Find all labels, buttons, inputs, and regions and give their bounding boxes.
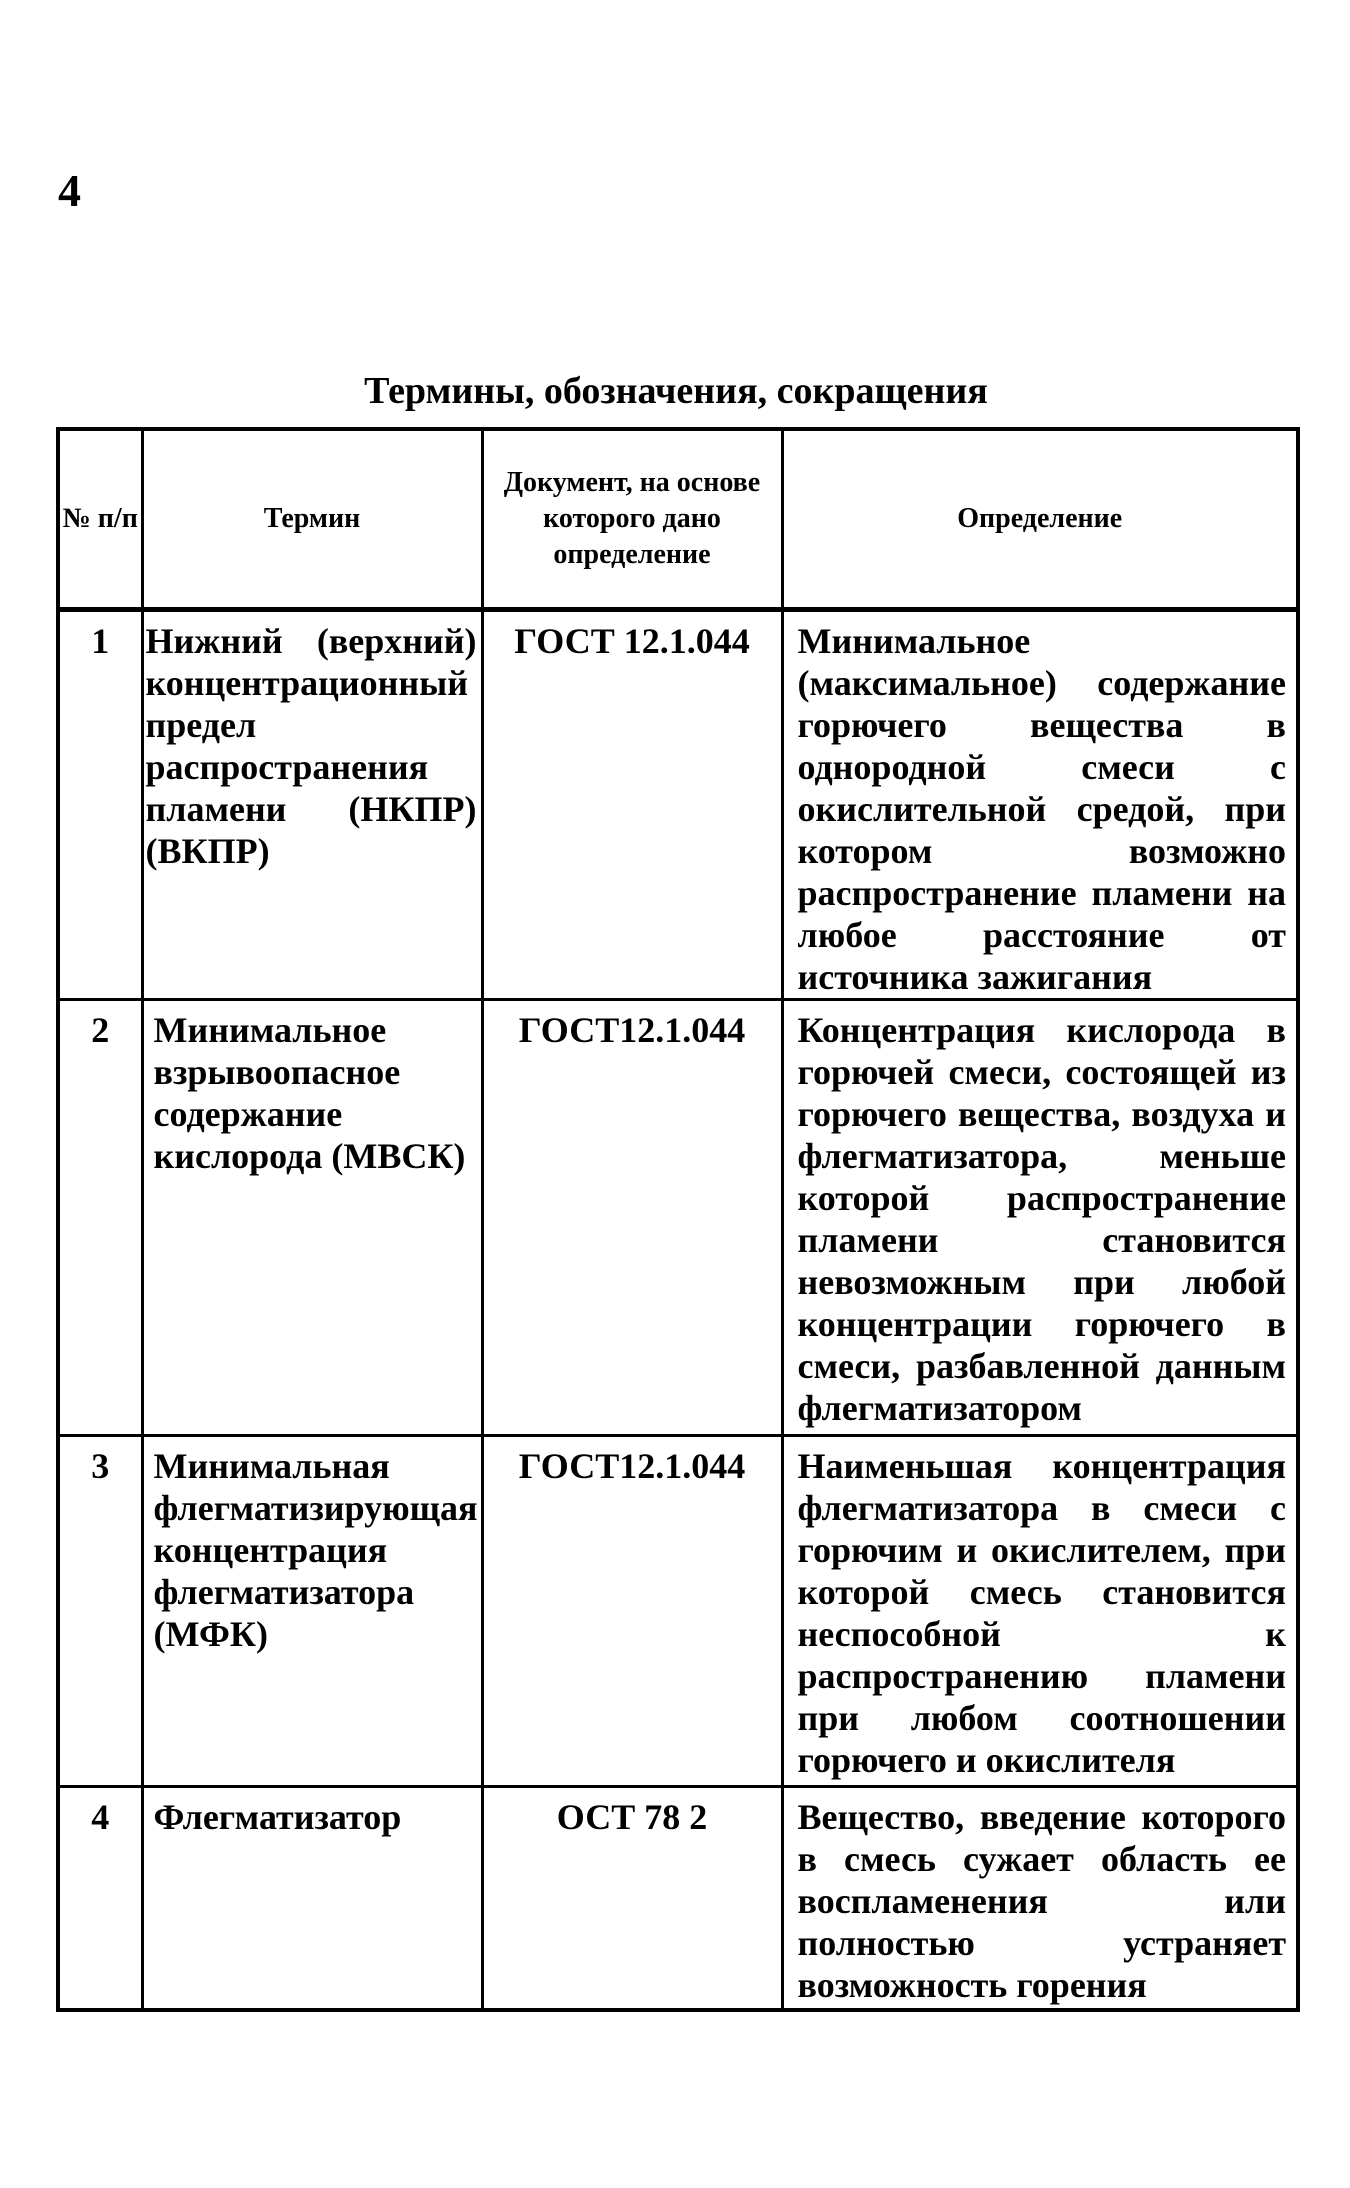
row-document: ГОСТ12.1.044	[482, 1000, 782, 1436]
table-row	[58, 1000, 1298, 1436]
terms-table	[56, 427, 1300, 2012]
row-document: ОСТ 78 2	[482, 1787, 782, 2011]
row-definition: Концентрация кислорода в горючей смеси, состоящей из горючего вещества, воздуха и флегматизатора, меньше которой распространение пламени становится невозможным при любой концентрации горючего в смеси, разбавленной данным флегматизатором	[782, 1000, 1298, 1436]
row-term: Минимальное взрывоопасное содержание кислорода (МВСК)	[142, 1000, 482, 1436]
row-definition: Наименьшая концентрация флегматизатора в смеси с горючим и окислителем, при которой смесь становится неспособной к распространению пламени при любом соотношении горючего и окислителя	[782, 1436, 1298, 1787]
table-title: Термины, обозначения, сокращения	[364, 370, 988, 412]
row-number: 1	[58, 610, 142, 1000]
row-document: ГОСТ 12.1.044	[482, 610, 782, 1000]
row-term: Флегматизатор	[142, 1787, 482, 2011]
table-header	[58, 429, 1298, 610]
row-number: 3	[58, 1436, 142, 1787]
row-term: Нижний (верхний) концентрационный предел распространения пламени (НКПР) (ВКПР)	[142, 610, 482, 1000]
header-number: № п/п	[58, 429, 142, 610]
header-document: Документ, на основе которого дано определение	[482, 429, 782, 610]
row-definition: Вещество, введение которого в смесь сужает область ее воспламенения или полностью устраняет возможность горения	[782, 1787, 1298, 2011]
header-term: Термин	[142, 429, 482, 610]
header-definition: Определение	[782, 429, 1298, 610]
table-row	[58, 1436, 1298, 1787]
table-row	[58, 610, 1298, 1000]
row-definition: Минимальное (максимальное) содержание горючего вещества в однородной смеси с окислительной средой, при котором возможно распространение пламени на любое расстояние от источника зажигания	[782, 610, 1298, 1000]
row-document: ГОСТ12.1.044	[482, 1436, 782, 1787]
row-term: Минимальная флегматизирующая концентрация флегматизатора (МФК)	[142, 1436, 482, 1787]
row-number: 2	[58, 1000, 142, 1436]
page-number: 4	[58, 165, 81, 216]
row-number: 4	[58, 1787, 142, 2011]
table-row	[58, 1787, 1298, 2011]
